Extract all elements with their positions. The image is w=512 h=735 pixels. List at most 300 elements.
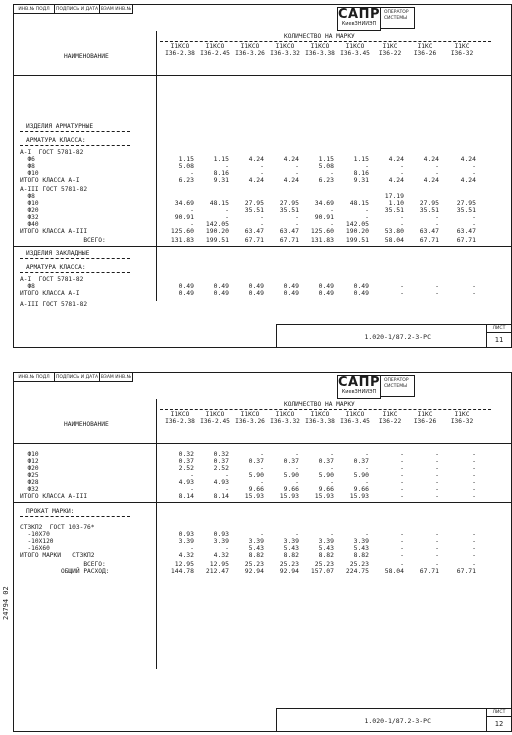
- cell-value: 8.82: [283, 551, 299, 559]
- column-header-code: I1КС: [382, 411, 398, 418]
- cell-value: -: [472, 485, 476, 493]
- column-header-mark: I36-2.38: [165, 50, 195, 57]
- cell-value: 0.49: [283, 282, 299, 290]
- cell-value: -: [400, 551, 404, 559]
- cell-value: -: [400, 530, 404, 538]
- section-underline: [20, 258, 130, 259]
- cell-value: -: [365, 464, 369, 472]
- cell-value: 125.60: [310, 227, 334, 235]
- column-header-code: I1КСО: [275, 411, 295, 418]
- cell-value: -: [225, 162, 229, 170]
- cell-value: -: [472, 551, 476, 559]
- cell-value: -: [435, 478, 439, 486]
- cell-value: -: [225, 471, 229, 479]
- cell-value: 0.49: [178, 282, 194, 290]
- cell-value: 27.95: [244, 199, 264, 207]
- cell-value: -: [472, 169, 476, 177]
- row-label: -16Х60: [20, 545, 50, 552]
- cell-value: 0.49: [248, 282, 264, 290]
- cell-value: 4.24: [423, 176, 439, 184]
- row-label: СТ3КП2 ГОСТ 103-76*: [20, 524, 95, 531]
- drawing-sheet-11: [13, 4, 512, 348]
- cell-value: -: [295, 464, 299, 472]
- drawing-sheet-12: [13, 372, 512, 732]
- cell-value: -: [365, 206, 369, 214]
- cell-value: 0.37: [318, 457, 334, 465]
- inv-podl-cell: ИНВ.№ ПОДЛ: [14, 5, 55, 14]
- cell-value: 9.66: [318, 485, 334, 493]
- cell-value: 0.49: [213, 282, 229, 290]
- cell-value: -: [260, 464, 264, 472]
- cell-value: -: [365, 530, 369, 538]
- cell-value: -: [435, 213, 439, 221]
- cell-value: -: [260, 169, 264, 177]
- cell-value: 8.82: [248, 551, 264, 559]
- cell-value: -: [400, 464, 404, 472]
- cell-value: 4.24: [283, 155, 299, 163]
- cell-value: 0.37: [283, 457, 299, 465]
- cell-value: 3.39: [318, 537, 334, 545]
- cell-value: 35.51: [419, 206, 439, 214]
- cell-value: -: [190, 206, 194, 214]
- header-bottom-line: [14, 75, 511, 76]
- row-label: Ф8: [20, 283, 35, 290]
- cell-value: 0.49: [353, 289, 369, 297]
- column-header-code: I1КС: [417, 43, 433, 50]
- cell-value: 5.43: [353, 544, 369, 552]
- cell-value: 63.47: [279, 227, 299, 235]
- column-header-mark: I36-3.32: [270, 50, 300, 57]
- quantity-header: КОЛИЧЕСТВО НА МАРКУ: [284, 401, 355, 408]
- cell-value: -: [330, 478, 334, 486]
- column-header-code: I1КС: [417, 411, 433, 418]
- column-header-mark: I36-32: [450, 418, 474, 425]
- cell-value: 0.49: [283, 289, 299, 297]
- cell-value: -: [365, 450, 369, 458]
- cell-value: -: [435, 282, 439, 290]
- cell-value: 5.90: [283, 471, 299, 479]
- cell-value: 58.04: [384, 567, 404, 575]
- cell-value: 15.93: [244, 492, 264, 500]
- cell-value: -: [472, 560, 476, 568]
- cell-value: -: [330, 530, 334, 538]
- section-underline: [20, 272, 130, 273]
- cell-value: -: [435, 537, 439, 545]
- cell-value: 9.66: [248, 485, 264, 493]
- cell-value: 58.04: [384, 236, 404, 244]
- cell-value: -: [400, 169, 404, 177]
- cell-value: 0.49: [213, 289, 229, 297]
- cell-value: 0.37: [178, 457, 194, 465]
- cell-value: 0.93: [178, 530, 194, 538]
- column-header-mark: I36-2.45: [200, 50, 230, 57]
- cell-value: 35.51: [384, 206, 404, 214]
- name-column-header: НАИМЕНОВАНИЕ: [64, 421, 109, 428]
- cell-value: 3.39: [353, 537, 369, 545]
- row-label: Ф8: [20, 163, 35, 170]
- cell-value: -: [400, 289, 404, 297]
- section-title: АРМАТУРА КЛАССА:: [26, 137, 86, 144]
- cell-value: 3.39: [178, 537, 194, 545]
- cell-value: 157.07: [310, 567, 334, 575]
- sapr-logo: САПР КиевЗНИИЭП: [337, 7, 381, 31]
- column-separator: [156, 399, 157, 669]
- cell-value: -: [260, 478, 264, 486]
- sapr-logo: САПР КиевЗНИИЭП: [337, 375, 381, 399]
- cell-value: 92.94: [244, 567, 264, 575]
- cell-value: 0.32: [213, 450, 229, 458]
- section-underline: [20, 131, 130, 132]
- column-header-code: I1КСО: [205, 411, 225, 418]
- row-label: Ф20: [20, 465, 39, 472]
- column-header-mark: I36-22: [378, 50, 402, 57]
- cell-value: 27.95: [279, 199, 299, 207]
- column-header-mark: I36-32: [450, 50, 474, 57]
- cell-value: 17.19: [384, 192, 404, 200]
- cell-value: 1.15: [178, 155, 194, 163]
- cell-value: -: [472, 282, 476, 290]
- cell-value: 142.05: [345, 220, 369, 228]
- cell-value: -: [472, 464, 476, 472]
- cell-value: 131.83: [170, 236, 194, 244]
- column-header-code: I1КСО: [310, 43, 330, 50]
- cell-value: 8.16: [213, 169, 229, 177]
- cell-value: -: [435, 220, 439, 228]
- cell-value: -: [260, 162, 264, 170]
- title-block-divider: [276, 709, 277, 731]
- cell-value: 5.08: [318, 162, 334, 170]
- cell-value: -: [225, 213, 229, 221]
- row-label: ИТОГО КЛАССА А-III: [20, 493, 88, 500]
- cell-value: 90.91: [314, 213, 334, 221]
- row-label: ИТОГО КЛАССА А-III: [20, 228, 88, 235]
- cell-value: 5.90: [353, 471, 369, 479]
- cell-value: -: [472, 289, 476, 297]
- cell-value: -: [330, 206, 334, 214]
- cell-value: -: [330, 450, 334, 458]
- cell-value: 5.90: [248, 471, 264, 479]
- column-header-mark: I36-22: [378, 418, 402, 425]
- cell-value: 63.47: [456, 227, 476, 235]
- row-label: Ф32: [20, 486, 39, 493]
- margin-archive-number: 24794 02: [2, 586, 10, 620]
- cell-value: 27.95: [419, 199, 439, 207]
- cell-value: -: [295, 162, 299, 170]
- cell-value: -: [260, 220, 264, 228]
- cell-value: 9.31: [213, 176, 229, 184]
- cell-value: 199.51: [345, 236, 369, 244]
- podpis-cell: ПОДПИСЬ И ДАТА: [55, 7, 99, 12]
- cell-value: -: [190, 220, 194, 228]
- cell-value: 25.23: [279, 560, 299, 568]
- cell-value: 15.93: [314, 492, 334, 500]
- column-header-code: I1КСО: [310, 411, 330, 418]
- cell-value: -: [435, 457, 439, 465]
- cell-value: -: [225, 206, 229, 214]
- cell-value: 6.23: [178, 176, 194, 184]
- cell-value: 1.10: [388, 199, 404, 207]
- row-label: -10Х70: [20, 531, 50, 538]
- cell-value: -: [295, 450, 299, 458]
- row-label: Ф28: [20, 479, 39, 486]
- cell-value: 0.49: [318, 282, 334, 290]
- cell-value: 12.95: [209, 560, 229, 568]
- column-header-mark: I36-3.38: [305, 50, 335, 57]
- cell-value: -: [472, 213, 476, 221]
- quantity-header: КОЛИЧЕСТВО НА МАРКУ: [284, 33, 355, 40]
- cell-value: 67.71: [419, 567, 439, 575]
- column-header-code: I1КСО: [345, 411, 365, 418]
- cell-value: 0.37: [353, 457, 369, 465]
- cell-value: 199.51: [205, 236, 229, 244]
- cell-value: -: [400, 471, 404, 479]
- cell-value: 25.23: [244, 560, 264, 568]
- podpis-cell: ПОДПИСЬ И ДАТА: [55, 375, 99, 380]
- row-label: Ф6: [20, 156, 35, 163]
- cell-value: -: [365, 213, 369, 221]
- cell-value: -: [225, 544, 229, 552]
- cell-value: -: [435, 289, 439, 297]
- vzam-cell: ВЗАМ ИНВ.№: [100, 375, 132, 380]
- header-dash: [160, 41, 491, 42]
- cell-value: -: [435, 530, 439, 538]
- cell-value: -: [400, 220, 404, 228]
- operator-box: ОПЕРАТОР СИСТЕМЫ: [381, 7, 415, 29]
- cell-value: -: [472, 530, 476, 538]
- cell-value: -: [435, 464, 439, 472]
- cell-value: 27.95: [456, 199, 476, 207]
- row-label: А-III ГОСТ 5781-82: [20, 301, 88, 308]
- cell-value: -: [400, 478, 404, 486]
- column-header-mark: I36-26: [413, 418, 437, 425]
- cell-value: -: [295, 478, 299, 486]
- row-label: Ф32: [20, 214, 39, 221]
- cell-value: -: [190, 169, 194, 177]
- cell-value: 25.23: [314, 560, 334, 568]
- document-code: 1.020-1/87.2-3-РС: [364, 717, 431, 725]
- column-header-mark: I36-3.26: [235, 50, 265, 57]
- section-underline: [20, 516, 130, 517]
- cell-value: -: [260, 450, 264, 458]
- cell-value: 48.15: [349, 199, 369, 207]
- cell-value: -: [435, 162, 439, 170]
- column-header-code: I1КСО: [345, 43, 365, 50]
- row-label: ВСЕГО:: [20, 561, 106, 568]
- cell-value: 5.43: [248, 544, 264, 552]
- cell-value: -: [472, 537, 476, 545]
- cell-value: 15.93: [279, 492, 299, 500]
- cell-value: -: [472, 492, 476, 500]
- title-block-line: [276, 324, 511, 325]
- cell-value: 4.32: [178, 551, 194, 559]
- cell-value: -: [400, 213, 404, 221]
- row-label: А-III ГОСТ 5781-82: [20, 186, 88, 193]
- operator-box: ОПЕРАТОР СИСТЕМЫ: [381, 375, 415, 397]
- cell-value: -: [435, 492, 439, 500]
- cell-value: 53.80: [384, 227, 404, 235]
- column-header-code: I1КСО: [170, 411, 190, 418]
- cell-value: -: [435, 169, 439, 177]
- cell-value: -: [225, 485, 229, 493]
- cell-value: -: [472, 478, 476, 486]
- cell-value: -: [472, 471, 476, 479]
- row-label: ИТОГО МАРКИ СТ3КП2: [20, 552, 95, 559]
- cell-value: 5.90: [318, 471, 334, 479]
- cell-value: 48.15: [209, 199, 229, 207]
- cell-value: 0.49: [248, 289, 264, 297]
- cell-value: 125.60: [170, 227, 194, 235]
- cell-value: 4.24: [248, 176, 264, 184]
- cell-value: 4.93: [213, 478, 229, 486]
- column-header-mark: I36-2.38: [165, 418, 195, 425]
- cell-value: 0.49: [353, 282, 369, 290]
- row-label: ИТОГО КЛАССА А-I: [20, 290, 80, 297]
- column-header-code: I1КС: [382, 43, 398, 50]
- cell-value: -: [295, 169, 299, 177]
- cell-value: -: [400, 537, 404, 545]
- cell-value: 92.94: [279, 567, 299, 575]
- cell-value: -: [435, 471, 439, 479]
- cell-value: 0.93: [213, 530, 229, 538]
- column-header-code: I1КСО: [205, 43, 225, 50]
- cell-value: 5.43: [318, 544, 334, 552]
- cell-value: -: [190, 485, 194, 493]
- cell-value: 142.05: [205, 220, 229, 228]
- cell-value: 90.91: [174, 213, 194, 221]
- cell-value: -: [190, 544, 194, 552]
- cell-value: -: [400, 450, 404, 458]
- column-header-code: I1КСО: [275, 43, 295, 50]
- inv-podl-cell: ИНВ.№ ПОДЛ: [14, 373, 55, 382]
- column-header-mark: I36-3.45: [340, 418, 370, 425]
- column-header-code: I1КС: [454, 411, 470, 418]
- cell-value: -: [472, 457, 476, 465]
- row-label: Ф10: [20, 451, 39, 458]
- row-label: ИТОГО КЛАССА А-I: [20, 177, 80, 184]
- cell-value: 35.51: [279, 206, 299, 214]
- section-title: ПРОКАТ МАРКИ:: [26, 508, 75, 515]
- cell-value: 8.14: [178, 492, 194, 500]
- row-label: Ф40: [20, 221, 39, 228]
- cell-value: 34.69: [174, 199, 194, 207]
- cell-value: 8.82: [318, 551, 334, 559]
- cell-value: -: [472, 220, 476, 228]
- cell-value: 4.24: [423, 155, 439, 163]
- cell-value: 9.66: [283, 485, 299, 493]
- cell-value: -: [330, 169, 334, 177]
- cell-value: 0.49: [318, 289, 334, 297]
- section-line: [14, 502, 511, 503]
- column-header-mark: I36-3.38: [305, 418, 335, 425]
- row-label: Ф25: [20, 472, 39, 479]
- cell-value: 224.75: [345, 567, 369, 575]
- cell-value: 0.49: [178, 289, 194, 297]
- cell-value: -: [190, 471, 194, 479]
- name-column-header: НАИМЕНОВАНИЕ: [64, 53, 109, 60]
- cell-value: -: [400, 492, 404, 500]
- cell-value: 4.24: [388, 155, 404, 163]
- quantity-table-p1: [14, 5, 511, 347]
- cell-value: 3.39: [283, 537, 299, 545]
- cell-value: -: [400, 457, 404, 465]
- column-header-mark: I36-3.45: [340, 50, 370, 57]
- column-header-mark: I36-3.32: [270, 418, 300, 425]
- cell-value: 0.32: [178, 450, 194, 458]
- cell-value: 1.15: [318, 155, 334, 163]
- cell-value: 6.23: [318, 176, 334, 184]
- cell-value: -: [295, 530, 299, 538]
- cell-value: 190.20: [345, 227, 369, 235]
- row-label: А-I ГОСТ 5781-82: [20, 149, 84, 156]
- cell-value: 0.37: [213, 457, 229, 465]
- section-underline: [20, 145, 130, 146]
- cell-value: 144.78: [170, 567, 194, 575]
- cell-value: 4.32: [213, 551, 229, 559]
- cell-value: 63.47: [419, 227, 439, 235]
- column-header-mark: I36-3.26: [235, 418, 265, 425]
- cell-value: 5.43: [283, 544, 299, 552]
- cell-value: -: [365, 162, 369, 170]
- cell-value: -: [365, 478, 369, 486]
- cell-value: -: [435, 551, 439, 559]
- header-dash: [160, 409, 491, 410]
- cell-value: 8.82: [353, 551, 369, 559]
- cell-value: 8.16: [353, 169, 369, 177]
- cell-value: -: [400, 544, 404, 552]
- cell-value: -: [295, 220, 299, 228]
- row-label: Ф10: [20, 200, 39, 207]
- cell-value: -: [295, 213, 299, 221]
- cell-value: 67.71: [456, 236, 476, 244]
- row-label: ВСЕГО:: [20, 237, 106, 244]
- cell-value: 35.51: [244, 206, 264, 214]
- cell-value: -: [472, 450, 476, 458]
- cell-value: 131.83: [310, 236, 334, 244]
- column-separator: [156, 31, 157, 301]
- cell-value: -: [400, 485, 404, 493]
- cell-value: 1.15: [213, 155, 229, 163]
- cell-value: -: [435, 560, 439, 568]
- cell-value: -: [400, 560, 404, 568]
- cell-value: 4.24: [388, 176, 404, 184]
- cell-value: 25.23: [349, 560, 369, 568]
- cell-value: -: [260, 530, 264, 538]
- cell-value: 4.24: [283, 176, 299, 184]
- column-header-code: I1КСО: [170, 43, 190, 50]
- cell-value: 63.47: [244, 227, 264, 235]
- row-label: -10Х120: [20, 538, 54, 545]
- cell-value: 5.08: [178, 162, 194, 170]
- cell-value: 67.71: [419, 236, 439, 244]
- cell-value: 12.95: [174, 560, 194, 568]
- cell-value: -: [330, 220, 334, 228]
- sheet-number-box: ЛИСТ 11: [486, 325, 511, 347]
- header-bottom-line: [14, 443, 511, 444]
- cell-value: 67.71: [279, 236, 299, 244]
- title-block-line: [276, 708, 511, 709]
- row-label: Ф10: [20, 170, 39, 177]
- row-label: ОБЩИЙ РАСХОД:: [20, 568, 110, 575]
- cell-value: 4.93: [178, 478, 194, 486]
- cell-value: -: [260, 213, 264, 221]
- section-title: АРМАТУРА КЛАССА:: [26, 264, 86, 271]
- row-label: Ф8: [20, 193, 35, 200]
- cell-value: -: [400, 162, 404, 170]
- cell-value: 2.52: [213, 464, 229, 472]
- cell-value: -: [330, 464, 334, 472]
- row-label: Ф20: [20, 207, 39, 214]
- column-header-code: I1КС: [454, 43, 470, 50]
